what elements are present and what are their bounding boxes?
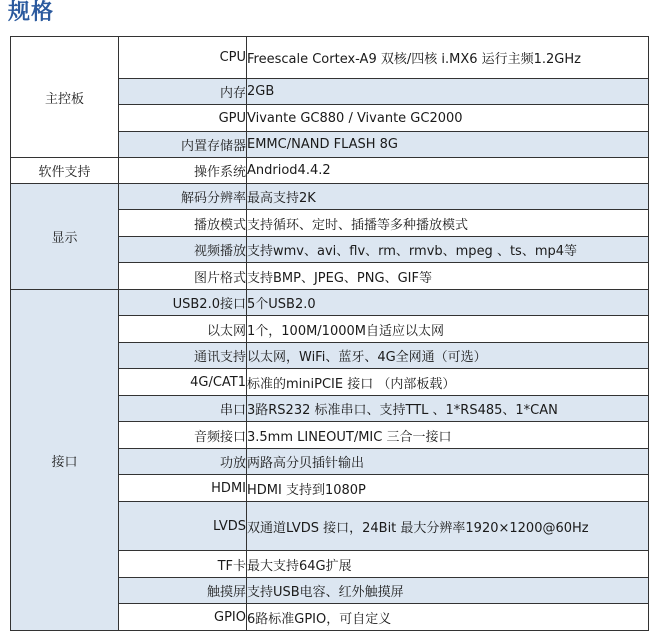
spec-value-lvds: 双通道LVDS 接口，24Bit 最大分辨率1920×1200@60Hz xyxy=(247,502,649,551)
spec-value-os: Andriod4.4.2 xyxy=(247,158,649,184)
category-interface: 接口 xyxy=(11,290,119,631)
spec-key-audio: 音频接口 xyxy=(119,422,247,449)
spec-key-touchscreen: 触摸屏 xyxy=(119,578,247,604)
spec-value-image-format: 支持BMP、JPEG、PNG、GIF等 xyxy=(247,263,649,290)
category-software: 软件支持 xyxy=(11,158,119,184)
spec-value-audio: 3.5mm LINEOUT/MIC 三合一接口 xyxy=(247,422,649,449)
spec-key-lvds: LVDS xyxy=(119,502,247,551)
spec-value-play-mode: 支持循环、定时、插播等多种播放模式 xyxy=(247,210,649,237)
spec-value-communication: 以太网，WiFi、蓝牙、4G全网通（可选） xyxy=(247,343,649,369)
spec-value-amplifier: 两路高分贝插针输出 xyxy=(247,449,649,475)
spec-value-storage: EMMC/NAND FLASH 8G xyxy=(247,132,649,158)
spec-key-hdmi: HDMI xyxy=(119,475,247,502)
spec-value-video: 支持wmv、avi、flv、rm、rmvb、mpeg 、ts、mp4等 xyxy=(247,237,649,263)
spec-key-storage: 内置存储器 xyxy=(119,132,247,158)
spec-key-serial: 串口 xyxy=(119,396,247,422)
spec-key-gpu: GPU xyxy=(119,105,247,132)
spec-key-cpu: CPU xyxy=(119,37,247,79)
spec-key-memory: 内存 xyxy=(119,79,247,105)
spec-key-image-format: 图片格式 xyxy=(119,263,247,290)
category-display: 显示 xyxy=(11,184,119,290)
spec-value-ethernet: 1个，100M/1000M自适应以太网 xyxy=(247,316,649,343)
spec-key-4g: 4G/CAT1 xyxy=(119,369,247,396)
spec-value-cpu: Freescale Cortex-A9 双核/四核 i.MX6 运行主频1.2GHz xyxy=(247,37,649,79)
spec-key-ethernet: 以太网 xyxy=(119,316,247,343)
spec-key-usb: USB2.0接口 xyxy=(119,290,247,316)
spec-value-gpio: 6路标准GPIO，可自定义 xyxy=(247,604,649,631)
spec-value-decode-resolution: 最高支持2K xyxy=(247,184,649,210)
spec-value-memory: 2GB xyxy=(247,79,649,105)
spec-value-4g: 标准的miniPCIE 接口 （内部板载） xyxy=(247,369,649,396)
category-mainboard: 主控板 xyxy=(11,37,119,158)
spec-key-tf-card: TF卡 xyxy=(119,551,247,578)
spec-value-hdmi: HDMI 支持到1080P xyxy=(247,475,649,502)
spec-key-amplifier: 功放 xyxy=(119,449,247,475)
spec-value-serial: 3路RS232 标准串口、支持TTL 、1*RS485、1*CAN xyxy=(247,396,649,422)
spec-key-communication: 通讯支持 xyxy=(119,343,247,369)
spec-table xyxy=(10,36,649,631)
spec-value-tf-card: 最大支持64G扩展 xyxy=(247,551,649,578)
spec-value-touchscreen: 支持USB电容、红外触摸屏 xyxy=(247,578,649,604)
spec-key-video: 视频播放 xyxy=(119,237,247,263)
spec-key-os: 操作系统 xyxy=(119,158,247,184)
spec-value-usb: 5个USB2.0 xyxy=(247,290,649,316)
spec-key-decode-resolution: 解码分辨率 xyxy=(119,184,247,210)
spec-key-play-mode: 播放模式 xyxy=(119,210,247,237)
spec-value-gpu: Vivante GC880 / Vivante GC2000 xyxy=(247,105,649,132)
spec-key-gpio: GPIO xyxy=(119,604,247,631)
page-title: 规格 xyxy=(8,0,55,25)
